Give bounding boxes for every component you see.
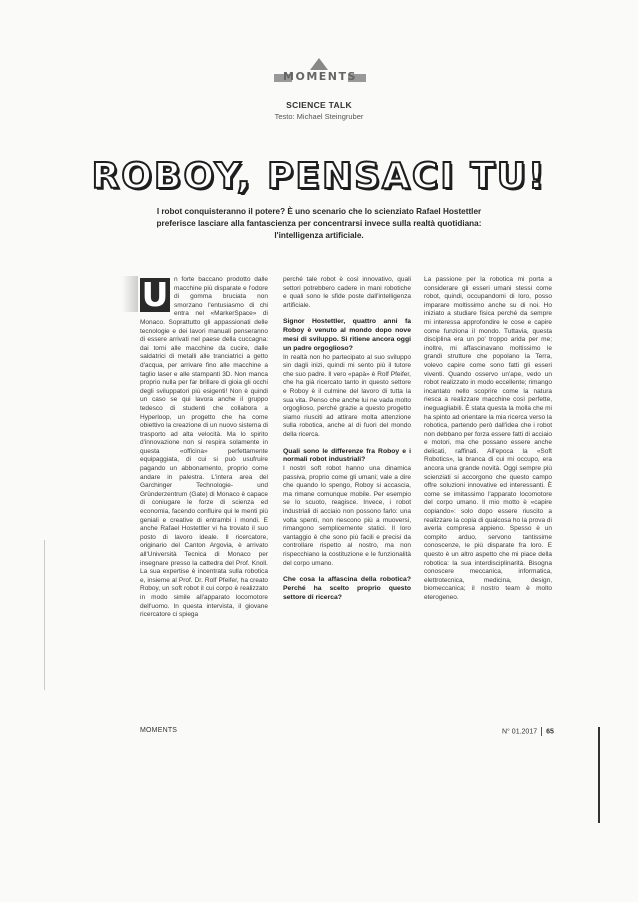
- logo-text: MOMENTS: [283, 70, 357, 83]
- footer-separator: [541, 727, 542, 736]
- interview-question: Che cosa la affascina della robotica? Perché ha scelto proprio questo settore di ricerca?: [283, 576, 411, 601]
- scan-edge-mark: [44, 540, 45, 690]
- issue-number: N° 01.2017: [502, 728, 538, 736]
- section-kicker: SCIENCE TALK: [286, 100, 352, 110]
- article-title: ROBOY, PENSACI TU!: [91, 156, 547, 197]
- column-3-text: La passione per la robotica mi porta a considerare gli esseri umani stessi come robot, quindi, occupandomi di loro, posso imparare moltissimo anche su di noi. Ho iniziato a studiare fisica perché da sempre mi interessa approfondire le cose e capire come funziona il mondo. Tuttavia, questa disciplina era un po' troppo arida per me; inoltre, mi affascinavano moltissimo le grandi strutture che popolano la Terra, volevo capire come sono fatti gli esseri viventi. Quando osservo un'ape, vedo un robot realizzato in modo eccellente; rimango incantato nello scoprire come la natura riesca a realizzare macchine così perfette, ineguagliabili. È stata questa la molla che mi ha spinto ad orientare la mia ricerca verso la robotica, partendo però dall'idea che i robot non debbano per forza essere fatti di acciaio e motori, ma che possano essere anche delicati, raffinati. All'epoca la «Soft Robotics», la branca di cui mi occupo, era ancora una grande novità. Oggi sempre più scienziati si accorgono che questo campo offre soluzioni innovative ed interessanti. È come se imitassimo l'apparato locomotore del corpo umano. Il mio motto è «capire copiando»: solo dopo essere riuscito a realizzare la copia di qualcosa ho la prova di averla compresa appieno. Spesso è un compito arduo, servono tantissime conoscenze, le più disparate fra loro. E questo è un altro aspetto che mi piace della robotica: la sua interdisciplinarità. Bisogna conoscere meccanica, informatica, elettrotecnica, medicina, design, biomeccanica; il nostro team è molto eterogeneo.: [424, 276, 552, 601]
- scan-edge-line: [598, 727, 600, 823]
- column-3: [424, 276, 552, 603]
- interview-question: Signor Hostettler, quattro anni fa Roboy è venuto al mondo dopo nove mesi di sviluppo. Si ritiene ancora oggi un padre orgoglioso?: [283, 318, 411, 352]
- interview-question: Quali sono le differenze fra Roboy e i normali robot industriali?: [283, 447, 411, 464]
- column-1-text: n forte baccano prodotto dalle macchine più disparate e l'odore di gomma bruciata non smorzano l'entusiasmo di chi entra nel «MarkerSpace» di Monaco. Soprattutto gli appassionati delle tecnologie e dei lavori manuali penseranno di essere arrivati nel paese della cuccagna: dai torni alle macchine da cucire, dalle saldatrici di metalli alle tranciatrici a getto d'acqua, per arrivare fino alle macchine a taglio laser e alle stampanti 3D. Non manca proprio nulla per far brillare di gioia gli occhi degli sviluppatori più esigenti! Non è quindi un caso se qui lavora anche il gruppo tedesco di studenti che collabora a Hyperloop, un progetto che ha come obiettivo la creazione di un nuovo sistema di trasporto ad alta velocità. Ma lo spirito d'innovazione non si respira solamente in questa «officina» perfettamente equipaggiata, di cui si può usufruire pagando un abbonamento, proprio come andare in palestra. L'intera area del Garchinger Technologie- und Gründerzentrum (Gate) di Monaco è capace di coniugare le forze di scienza ed economia, facendo confluire qui le menti più geniali e creative di entrambi i mondi. E anche Rafael Hostettler vi ha trovato il suo posto di lavoro ideale. Il ricercatore, originario del Canton Argovia, è arrivato all'Università Tecnica di Monaco per insegnare presso la cattedra del Prof. Knoll. La sua expertise è incentrata sulla robotica e, insieme al Prof. Dr. Rolf Pfeifer, ha creato Roboy, un soft robot il cui corpo è realizzato in modo simile all'apparato locomotore dell'uomo. In questa intervista, il giovane ricercatore ci spiega: [140, 276, 268, 619]
- article-lede: I robot conquisteranno il potere? È uno scenario che lo scienziato Rafael Hostettler preferisce lasciare alla fantascienza per concentrarsi invece sulla realtà quotidiana: l'intelligenza artificiale.: [156, 207, 482, 240]
- column-2-paragraph: I nostri soft robot hanno una dinamica passiva, proprio come gli umani; vale a dire che quando lo spengo, Roboy si accascia, ma rimane comunque mobile. Per esempio se lo scuoto, reagisce. Invece, i robot industriali di acciaio non possono farlo: una volta spenti, non riescono più a muoversi, rimangono semplicemente statici. Il loro vantaggio è che sono più facili e precisi da controllare rispetto al nostro, ma non rispecchiano la costituzione e le funzionalità del corpo umano.: [283, 465, 411, 567]
- column-2-paragraph: perché tale robot è così innovativo, quali settori potrebbero cadere in mani robotiche e quali sono le sfide poste dall'intelligenza artificiale.: [283, 276, 411, 309]
- footer-issue-page: [502, 727, 554, 736]
- byline: Testo: Michael Steingruber: [274, 112, 364, 121]
- column-2: [283, 276, 411, 603]
- logo-triangle-icon: [310, 58, 328, 70]
- dropcap: [140, 275, 170, 314]
- page-number: 65: [546, 728, 554, 736]
- column-1: [140, 276, 268, 620]
- footer-magazine-name: MOMENTS: [140, 727, 178, 734]
- dropcap-shadow: [122, 276, 138, 312]
- dropcap-letter: U: [141, 275, 169, 314]
- moments-logo: [270, 58, 370, 88]
- column-2-paragraph: In realtà non ho partecipato al suo sviluppo sin dagli inizi, quindi mi sento più il tutore che suo padre. Il vero «papà» è Rolf Pfeifer, che ha già ricercato tanto in questo settore e Roboy è il culmine del lavoro di tutta la sua vita. Penso che anche lui ne vada molto orgoglioso, perché grazie a questo progetto siamo riusciti ad attirare molta attenzione sulla robotica, anche al di fuori del mondo della ricerca.: [283, 353, 411, 438]
